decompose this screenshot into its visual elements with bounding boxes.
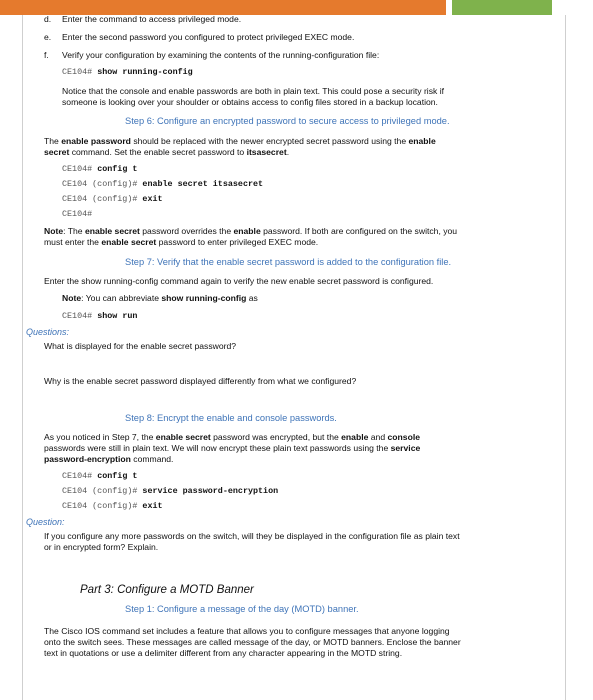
- step6-command-3: CE104 (config)# exit: [62, 194, 163, 204]
- motd-paragraph-line-1: The Cisco IOS command set includes a feature that allows you to configure messages that anyone logging: [44, 626, 450, 636]
- step8-paragraph-line-2: passwords were still in plain text. We will now encrypt these plain text passwords using the service: [44, 443, 421, 453]
- step6-command-2: CE104 (config)# enable secret itsasecret: [62, 179, 264, 189]
- step1-title: Step 1: Configure a message of the day (MOTD) banner.: [125, 604, 359, 614]
- motd-paragraph-line-2: onto the switch sees. These messages are called message of the day, or MOTD banners. Enclose the banner: [44, 637, 461, 647]
- list-item-f: f. Verify your configuration by examining the contents of the running-configuration file:: [44, 50, 380, 60]
- question-3-line-2: or in encrypted form? Explain.: [44, 542, 159, 552]
- step6-command-1: CE104# config t: [62, 164, 138, 174]
- command-show-run: CE104# show run: [62, 311, 138, 321]
- questions-label: Questions:: [26, 327, 70, 337]
- step7-instruction: Enter the show running-config command again to verify the new enable secret password is configured.: [44, 276, 434, 286]
- step8-title: Step 8: Encrypt the enable and console passwords.: [125, 413, 337, 423]
- motd-paragraph-line-3: text in quotations or use a delimiter different from any character appearing in the MOTD string.: [44, 648, 403, 658]
- header-green-block: [452, 0, 552, 15]
- notice-line-2: someone is looking over your shoulder or obtains access to config files stored in a backup location.: [62, 97, 438, 107]
- list-item-e: e. Enter the second password you configured to protect privileged EXEC mode.: [44, 32, 355, 42]
- step7-note: Note: You can abbreviate show running-config as: [62, 293, 258, 303]
- question-1: What is displayed for the enable secret password?: [44, 341, 237, 351]
- list-item-d: d. Enter the command to access privileged mode.: [44, 14, 242, 24]
- step7-title: Step 7: Verify that the enable secret password is added to the configuration file.: [125, 257, 452, 267]
- step8-command-1: CE104# config t: [62, 471, 138, 481]
- step8-paragraph-line-1: As you noticed in Step 7, the enable secret password was encrypted, but the enable and console: [44, 432, 420, 442]
- step6-title: Step 6: Configure an encrypted password to secure access to privileged mode.: [125, 116, 450, 126]
- question-label: Question:: [26, 517, 65, 527]
- page-border-left: [22, 15, 23, 700]
- part3-title: Part 3: Configure a MOTD Banner: [80, 584, 254, 596]
- header-bar: [0, 0, 593, 15]
- step6-paragraph-line-2: secret command. Set the enable secret password to itsasecret.: [44, 147, 290, 157]
- step8-command-2: CE104 (config)# service password-encryption: [62, 486, 279, 496]
- step8-command-3: CE104 (config)# exit: [62, 501, 163, 511]
- notice-line-1: Notice that the console and enable passwords are both in plain text. This could pose a security risk if: [62, 86, 444, 96]
- note-enable-secret-line-1: Note: The enable secret password overrides the enable password. If both are configured on the switch, you: [44, 226, 458, 236]
- page-border-right: [565, 15, 566, 700]
- question-2: Why is the enable secret password displayed differently from what we configured?: [44, 376, 357, 386]
- command-show-running-config: CE104# show running-config: [62, 67, 193, 77]
- step8-paragraph-line-3: password-encryption command.: [44, 454, 174, 464]
- step6-paragraph-line-1: The enable password should be replaced with the newer encrypted secret password using the enable: [44, 136, 436, 146]
- question-3-line-1: If you configure any more passwords on the switch, will they be displayed in the configuration file as plain text: [44, 531, 460, 541]
- note-enable-secret-line-2: must enter the enable secret password to enter privileged EXEC mode.: [44, 237, 319, 247]
- step6-command-4: CE104#: [62, 209, 93, 219]
- header-orange-block: [0, 0, 446, 15]
